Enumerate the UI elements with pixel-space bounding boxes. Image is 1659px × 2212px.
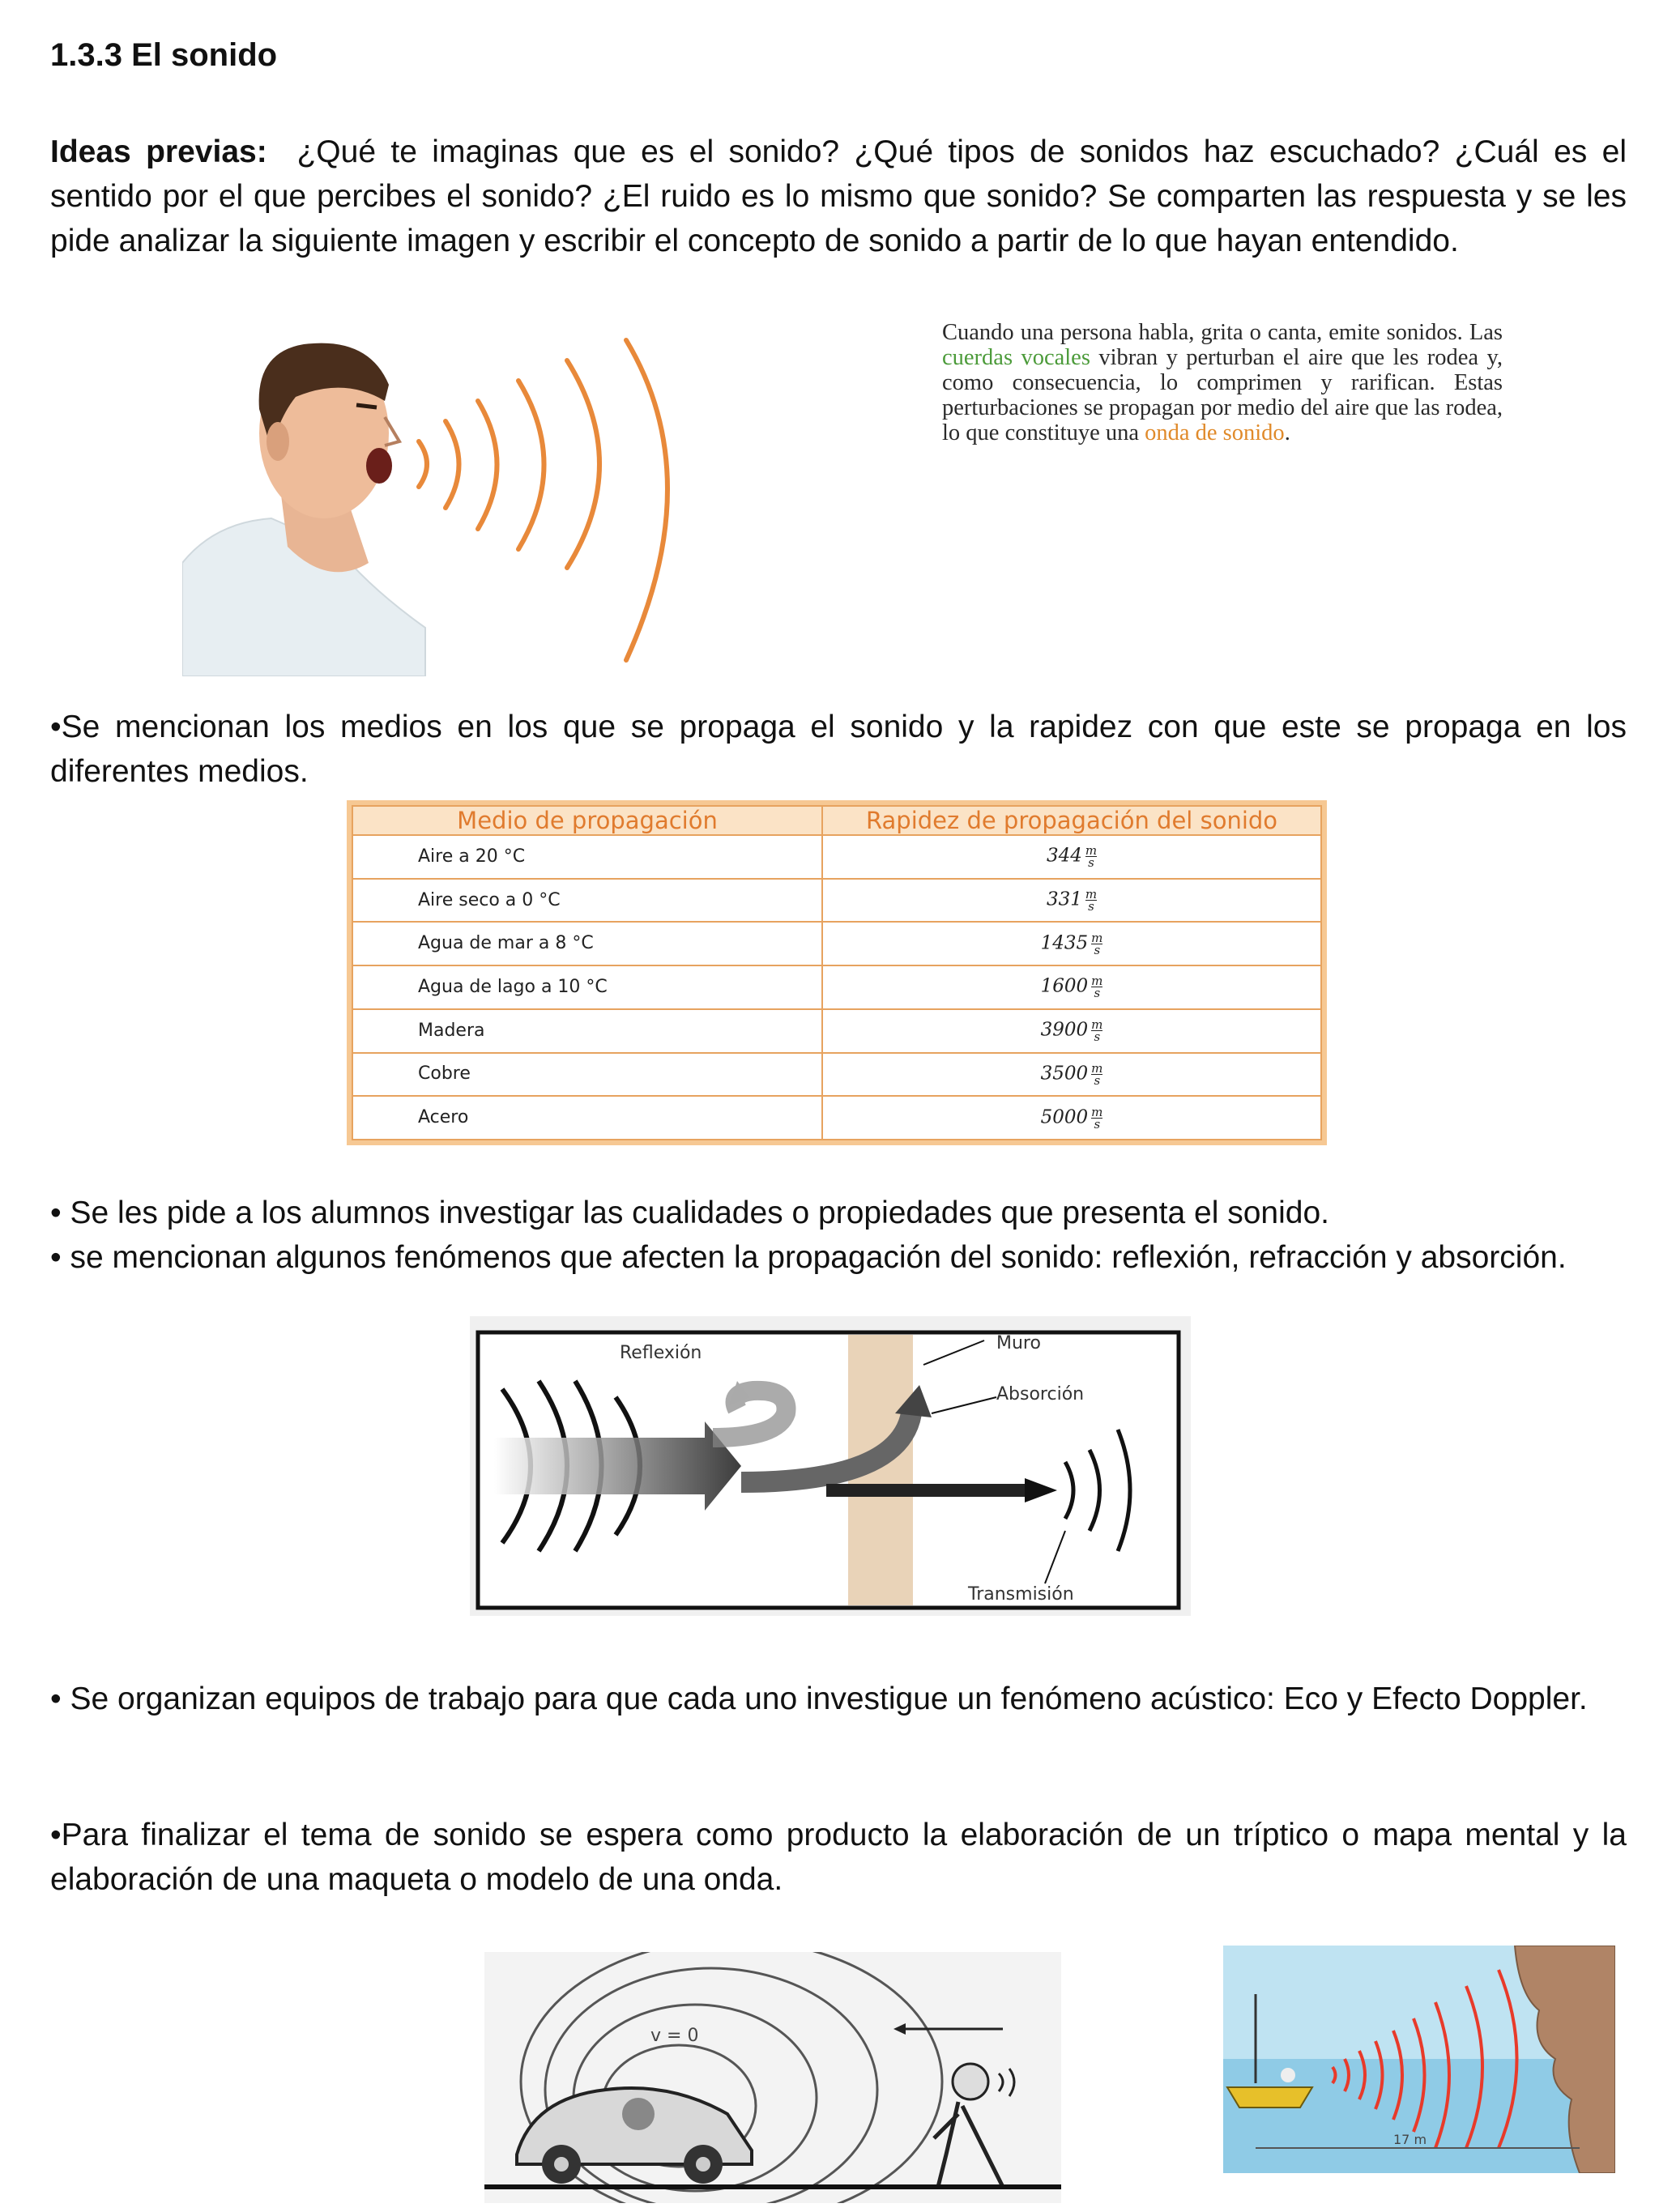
unit-denominator: s (1094, 1029, 1101, 1045)
voice-text-2: vibran y perturban el aire que les rodea y, como consecuencia, lo comprimen y rarifican. Estas perturbaciones se propagan por medio del aire que las rodea, lo que constituye una (942, 345, 1503, 445)
sound-wave-highlight: onda de sonido (1145, 420, 1285, 445)
unit-fraction (1091, 1106, 1102, 1130)
unit-denominator: s (1094, 1116, 1101, 1132)
header-medium: Medio de propagación (352, 806, 822, 835)
speed-cell (822, 1053, 1321, 1097)
speed-value: 331 (1046, 889, 1082, 910)
medium-cell: Aire seco a 0 °C (352, 879, 822, 923)
vocal-cords-highlight: cuerdas vocales (942, 345, 1090, 370)
unit-numerator: m (1091, 1017, 1103, 1033)
unit-fraction (1085, 889, 1097, 912)
table-row (352, 835, 1321, 879)
sound-phenomena-diagram (470, 1316, 1191, 1616)
unit-denominator: s (1094, 942, 1101, 957)
unit-fraction (1091, 1017, 1103, 1045)
unit-fraction (1085, 843, 1098, 871)
speed-cell (822, 922, 1321, 965)
label-transmision: Transmisión (968, 1584, 1074, 1605)
medium-cell: Agua de lago a 10 °C (352, 965, 822, 1009)
intro-paragraph (50, 130, 1627, 263)
echo-distance-label: 17 m (1393, 2132, 1427, 2147)
bullet-teams: • Se organizan equipos de trabajo para que cada uno investigue un fenómeno acústico: Eco y Efecto Doppler. (50, 1681, 1588, 1716)
speed-cell (822, 1009, 1321, 1053)
unit-fraction (1091, 1060, 1103, 1088)
unit-fraction (1091, 932, 1102, 956)
speed-value: 3500 (1040, 1063, 1089, 1085)
speed-cell (822, 879, 1321, 923)
header-speed: Rapidez de propagación del sonido (822, 806, 1321, 835)
speed-value: 344 (1046, 845, 1082, 867)
bullet-qualities: • Se les pide a los alumnos investigar las cualidades o propiedades que presenta el sonido. (50, 1196, 1329, 1230)
label-muro: Muro (996, 1333, 1041, 1353)
label-absorcion: Absorción (996, 1384, 1085, 1404)
speed-cell (822, 965, 1321, 1009)
speed-value: 5000 (1040, 1106, 1089, 1128)
voice-text-3: . (1284, 420, 1290, 445)
intro-label: Ideas previas: (50, 134, 267, 169)
table-row (352, 1053, 1321, 1097)
unit-denominator: s (1088, 855, 1094, 871)
voice-explanation (942, 320, 1503, 445)
medium-cell: Acero (352, 1096, 822, 1140)
doppler-velocity-label: v = 0 (650, 2026, 699, 2046)
speed-value: 3900 (1040, 1019, 1089, 1041)
speed-table (352, 805, 1322, 1140)
bullet-media: •Se mencionan los medios en los que se propaga el sonido y la rapidez con que este se propaga en los diferentes medios. (50, 710, 1627, 789)
unit-numerator: m (1091, 974, 1103, 989)
unit-numerator: m (1091, 1104, 1103, 1119)
bullet-phenomena: • se mencionan algunos fenómenos que afecten la propagación del sonido: reflexión, refracción y absorción. (50, 1240, 1567, 1275)
sound-waves (419, 340, 667, 660)
unit-numerator: m (1091, 1060, 1103, 1076)
label-reflexion: Reflexión (620, 1343, 702, 1363)
unit-numerator: m (1091, 930, 1103, 945)
unit-denominator: s (1094, 986, 1101, 1001)
unit-fraction (1091, 975, 1102, 999)
medium-cell: Agua de mar a 8 °C (352, 922, 822, 965)
medium-cell: Cobre (352, 1053, 822, 1097)
speed-cell (822, 835, 1321, 879)
table-row (352, 1096, 1321, 1140)
table-header-row (352, 806, 1321, 835)
unit-numerator: m (1085, 887, 1098, 902)
voice-text-1: Cuando una persona habla, grita o canta, emite sonidos. Las (942, 320, 1503, 345)
bullet-final: •Para finalizar el tema de sonido se espera como producto la elaboración de un tríptico o mapa mental y la elaboración de una maqueta o modelo de una onda. (50, 1818, 1627, 1897)
medium-cell: Madera (352, 1009, 822, 1053)
doppler-illustration (484, 1952, 1061, 2203)
speed-cell (822, 1096, 1321, 1140)
medium-cell: Aire a 20 °C (352, 835, 822, 879)
table-row (352, 1009, 1321, 1053)
unit-denominator: s (1094, 1072, 1101, 1088)
person-shouting-illustration (182, 320, 942, 676)
unit-denominator: s (1088, 899, 1094, 914)
table-row (352, 879, 1321, 923)
echo-illustration (1223, 1946, 1615, 2173)
unit-numerator: m (1085, 843, 1098, 859)
intro-text: ¿Qué te imaginas que es el sonido? ¿Qué tipos de sonidos haz escuchado? ¿Cuál es el sentido por el que percibes el sonido? ¿El ruido es lo mismo que sonido? Se comparten las respuesta y se les pide analizar la siguiente imagen y escribir el concepto de sonido a partir de lo que hayan entendido. (50, 134, 1627, 258)
speed-value: 1435 (1040, 932, 1089, 954)
speed-table-container (347, 800, 1327, 1145)
voice-figure (182, 320, 1503, 676)
table-row (352, 965, 1321, 1009)
page-title: 1.3.3 El sonido (50, 37, 278, 73)
table-row (352, 922, 1321, 965)
speed-value: 1600 (1040, 975, 1089, 997)
